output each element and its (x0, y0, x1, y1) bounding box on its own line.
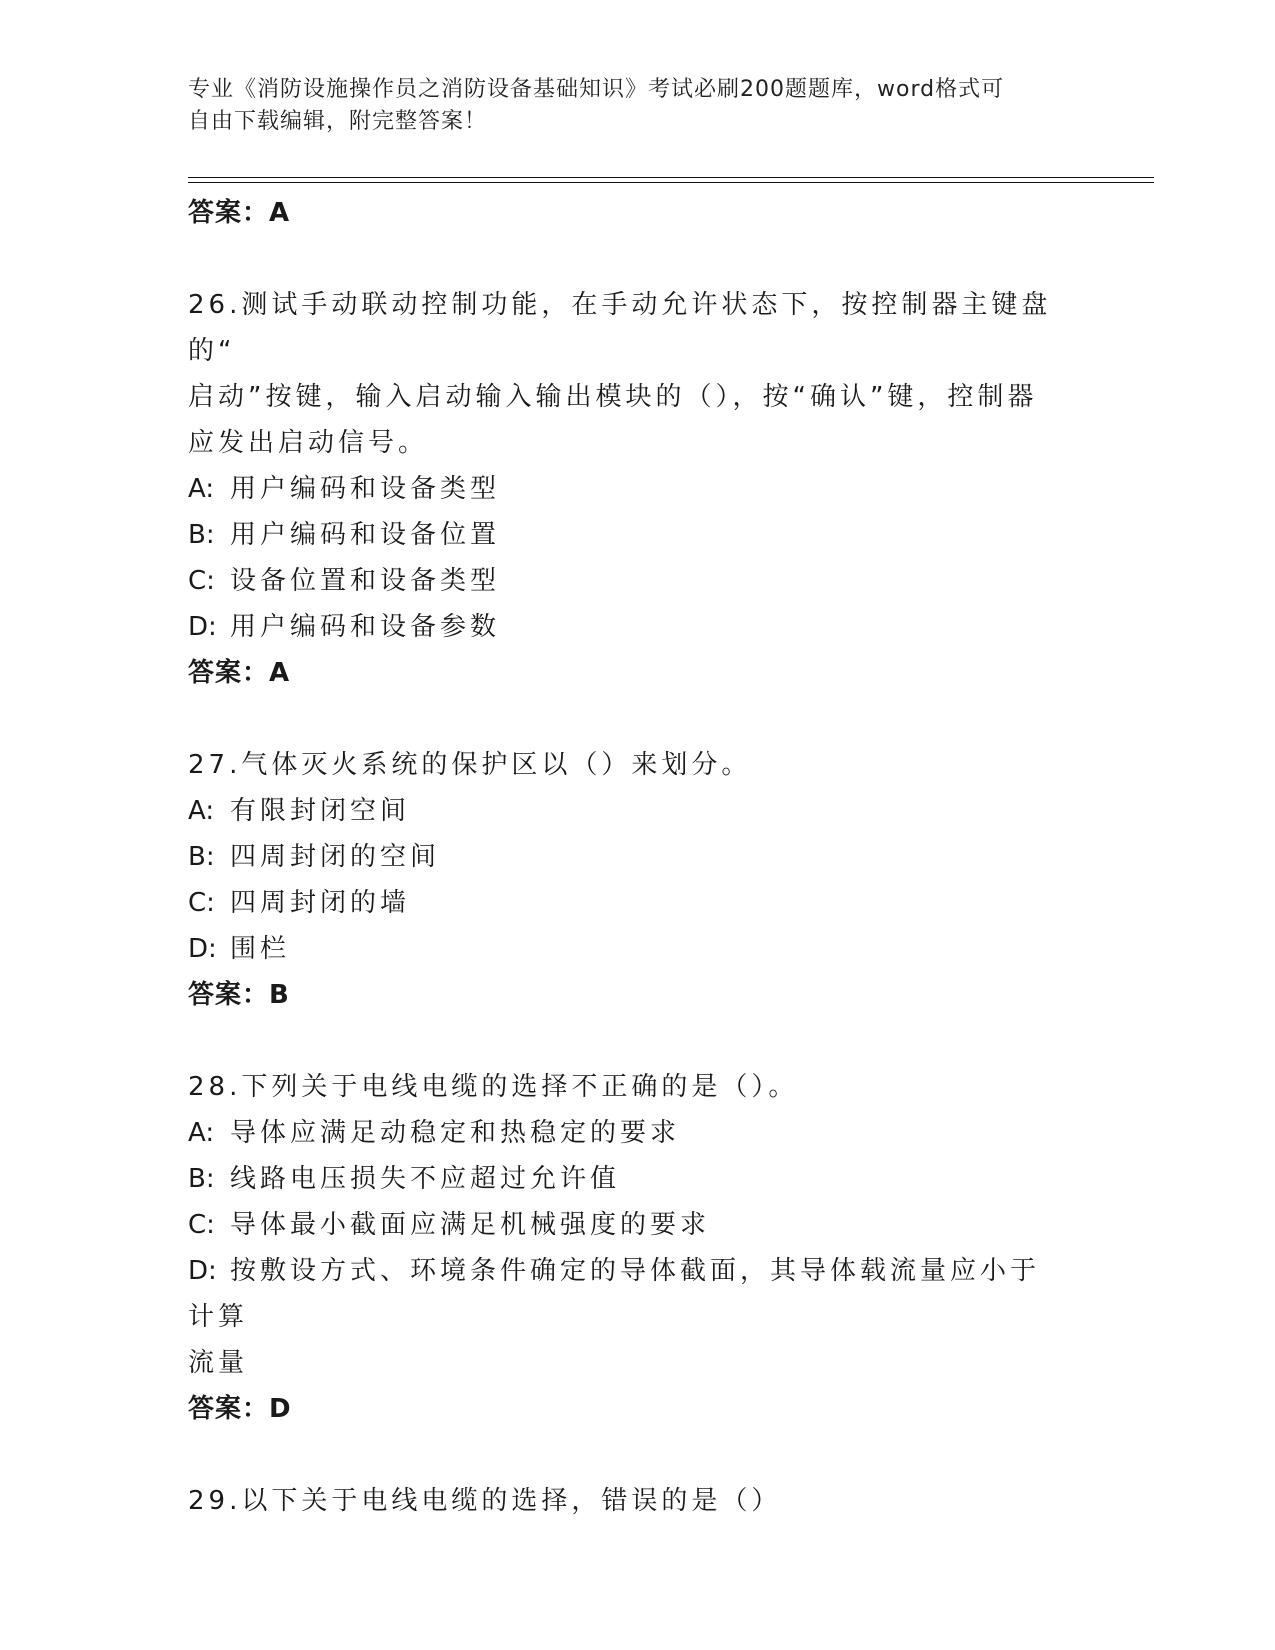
option-c (188, 1202, 1068, 1248)
option-key: C: (188, 888, 215, 918)
option-text: 导体最小截面应满足机械强度的要求 (230, 1210, 711, 1240)
option-text: 围栏 (230, 934, 291, 964)
option-d (188, 604, 1068, 650)
header-rule-bottom (188, 182, 1154, 183)
option-key: A: (188, 1118, 215, 1148)
option-key: A: (188, 474, 215, 504)
spacer (188, 1018, 1088, 1064)
answer-line: 答案：D (188, 1394, 292, 1424)
question-text-line: 应发出启动信号。 (188, 428, 429, 458)
spacer (188, 696, 1088, 742)
question-block (188, 1478, 1088, 1524)
option-b (188, 834, 1068, 880)
option-text: 导体应满足动稳定和热稳定的要求 (230, 1118, 681, 1148)
option-a (188, 788, 1068, 834)
answer-line: 答案：B (188, 980, 290, 1010)
question-block (188, 742, 1088, 1018)
answer-line: 答案：A (188, 198, 291, 228)
spacer (188, 236, 1088, 282)
answer-line: 答案：A (188, 658, 291, 688)
option-key: C: (188, 1210, 215, 1240)
option-text: 线路电压损失不应超过允许值 (230, 1164, 621, 1194)
option-b (188, 512, 1068, 558)
header-line-2: 自由下载编辑，附完整答案！ (188, 109, 488, 134)
header-line-1: 专业《消防设施操作员之消防设备基础知识》考试必刷200题题库，word格式可 (188, 77, 1005, 102)
option-d (188, 926, 1068, 972)
option-key: B: (188, 520, 215, 550)
question-list (188, 190, 1088, 1524)
option-key: D: (188, 1256, 217, 1286)
option-d-continuation: 流量 (188, 1348, 249, 1378)
question-text-line: 启动”按键，输入启动输入输出模块的（），按“确认”键，控制器 (188, 382, 1038, 412)
question-text-line: 27.气体灭火系统的保护区以（）来划分。 (188, 750, 752, 780)
option-text: 用户编码和设备参数 (230, 612, 501, 642)
option-c (188, 880, 1068, 926)
option-text: 四周封闭的墙 (230, 888, 411, 918)
option-key: D: (188, 934, 217, 964)
option-d (188, 1248, 1068, 1340)
header-rule-top (188, 177, 1154, 178)
question-text (188, 1064, 1068, 1110)
option-a (188, 466, 1068, 512)
option-a (188, 1110, 1068, 1156)
question-text-line: 28.下列关于电线电缆的选择不正确的是（）。 (188, 1072, 799, 1102)
option-text: 按敷设方式、环境条件确定的导体截面，其导体载流量应小于计算 (188, 1256, 1041, 1332)
option-b (188, 1156, 1068, 1202)
option-text: 用户编码和设备位置 (230, 520, 501, 550)
document-header (188, 74, 1068, 138)
question-block (188, 282, 1088, 696)
question-text (188, 1478, 1068, 1524)
question-text (188, 742, 1068, 788)
option-key: C: (188, 566, 215, 596)
option-text: 设备位置和设备类型 (230, 566, 501, 596)
option-key: A: (188, 796, 215, 826)
option-key: B: (188, 842, 215, 872)
option-key: D: (188, 612, 217, 642)
question-text-line: 26.测试手动联动控制功能，在手动允许状态下，按控制器主键盘的“ (188, 290, 1052, 366)
question-block (188, 1064, 1088, 1432)
spacer (188, 1432, 1088, 1478)
option-text: 四周封闭的空间 (230, 842, 441, 872)
option-text: 有限封闭空间 (230, 796, 411, 826)
option-text: 用户编码和设备类型 (230, 474, 501, 504)
option-key: B: (188, 1164, 215, 1194)
option-c (188, 558, 1068, 604)
question-text-line: 29.以下关于电线电缆的选择，错误的是（） (188, 1486, 782, 1516)
question-text (188, 282, 1068, 466)
